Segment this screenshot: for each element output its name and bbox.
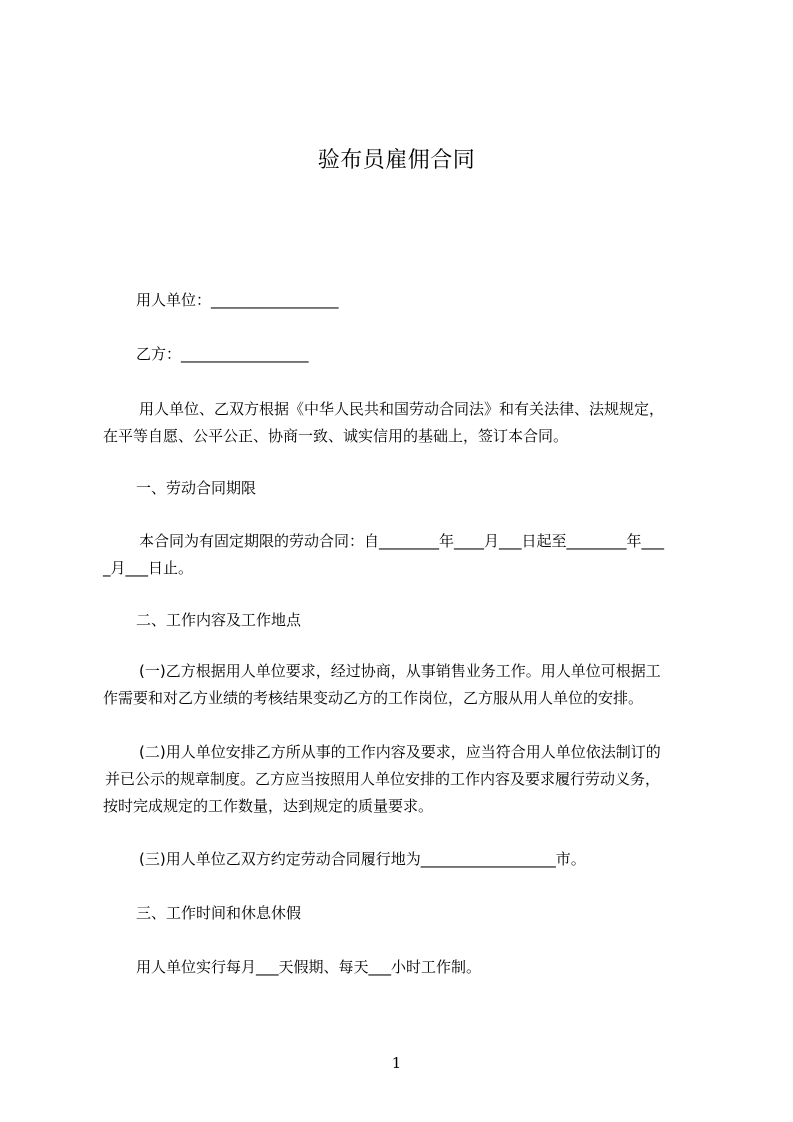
document-title: 验布员雇佣合同 <box>317 148 476 173</box>
section-2-item-1-line-2: 作需要和对乙方业绩的考核结果变动乙方的工作岗位，乙方服从用人单位的安排。 <box>103 689 644 707</box>
party-b-line: 乙方：_________________ <box>136 345 309 363</box>
preamble-paragraph <box>103 396 693 450</box>
page-number: 1 <box>391 1054 402 1072</box>
section-2-item-2 <box>103 739 693 820</box>
section-1-line-1: 本合同为有固定期限的劳动合同：自________年____月___日起至________年___ <box>139 532 665 550</box>
section-2-item-1 <box>103 658 693 712</box>
section-1-paragraph <box>103 528 693 582</box>
section-1-line-2: _月___日止。 <box>103 559 194 577</box>
section-2-item-2-line-2: 并已公示的规章制度。乙方应当按照用人单位安排的工作内容及要求履行劳动义务， <box>105 770 661 788</box>
section-1-heading: 一、劳动合同期限 <box>136 479 257 497</box>
section-2-item-2-line-1: (二)用人单位安排乙方所从事的工作内容及要求，应当符合用人单位依法制订的 <box>139 743 661 761</box>
section-3-heading: 三、工作时间和休息休假 <box>136 904 302 922</box>
preamble-line-1: 用人单位、乙双方根据《中华人民共和国劳动合同法》和有关法律、法规规定， <box>139 400 665 418</box>
section-2-item-3: (三)用人单位乙双方约定劳动合同履行地为__________________市。 <box>139 850 586 868</box>
section-2-heading: 二、工作内容及工作地点 <box>136 611 302 629</box>
employer-line: 用人单位：_________________ <box>136 291 339 309</box>
section-2-item-1-line-1: (一)乙方根据用人单位要求，经过协商，从事销售业务工作。用人单位可根据工 <box>139 662 661 680</box>
preamble-line-2: 在平等自愿、公平公正、协商一致、诚实信用的基础上，签订本合同。 <box>103 427 569 445</box>
section-3-text: 用人单位实行每月___天假期、每天___小时工作制。 <box>136 958 482 976</box>
section-2-item-2-line-3: 按时完成规定的工作数量，达到规定的质量要求。 <box>103 797 434 815</box>
